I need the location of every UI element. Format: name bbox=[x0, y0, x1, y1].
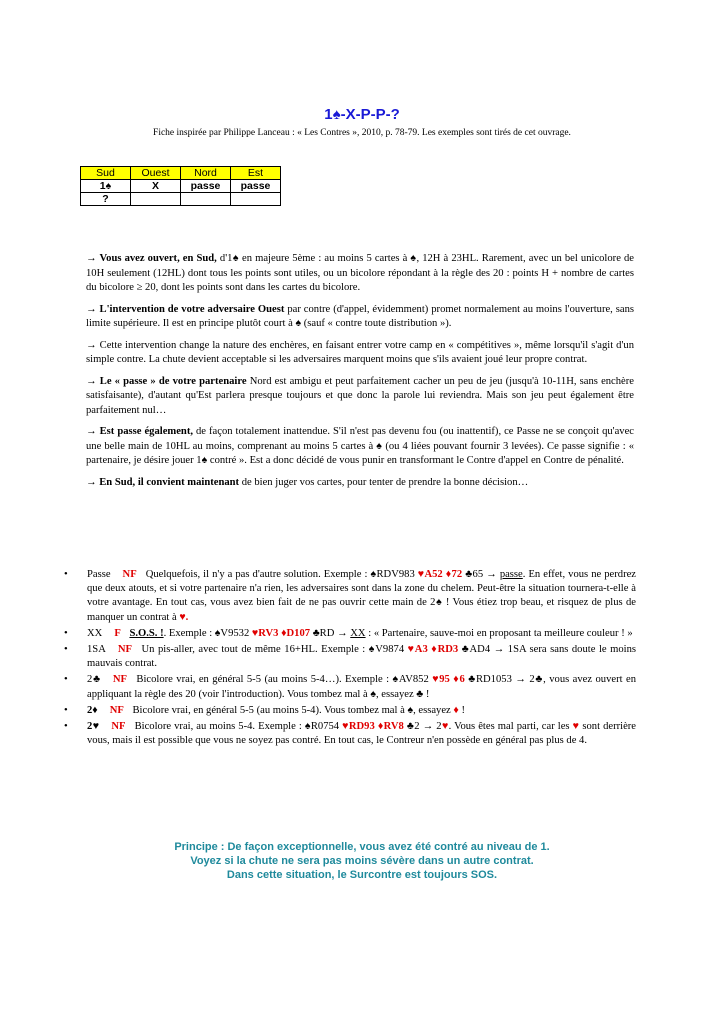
list-item: • 2♥ NF Bicolore vrai, au moins 5-4. Exemple : ♠R0754 ♥RD93 ♦RV8 ♣2 → 2♥. Vous êtes mal parti, car les ♥ sont derrière vous, mais il est possible que vous ne soyez pas contré. En tout cas, le Contreur n'en possède en général pas plus de 4. bbox=[64, 721, 637, 747]
intro-paragraph: → Cette intervention change la nature des enchères, en faisant entrer votre camp en « compétitives », même lorsqu'il s'agit d'un simple contre. La chute devient acceptable si les adversaires marquent moins que s'ils avaient joué leur propre contrat. bbox=[86, 339, 634, 365]
bullet-icon: • bbox=[64, 644, 68, 656]
principle-line: Voyez si la chute ne sera pas moins sévère dans un autre contrat. bbox=[190, 855, 534, 867]
header-ouest: Ouest bbox=[131, 167, 181, 180]
bullet-icon: • bbox=[64, 627, 68, 639]
intro-paragraph: → Est passe également, de façon totalement inattendue. S'il n'est pas devenu fou (ou inattentif), ce Passe ne se conçoit qu'avec une belle main de 10HL au moins, comprenant au moins 5 cartes à ♠ (ou 4 liées pouvant fournir 3 levées). Ce passe signifie : « partenaire, je désire jouer 1♠ contré ». Est a donc décidé de vous punir en transformant le Contre d'appel en Contre de pénalité. bbox=[86, 426, 634, 466]
auction-header-row bbox=[81, 167, 281, 180]
principle-line: Principe : De façon exceptionnelle, vous avez été contré au niveau de 1. bbox=[174, 841, 550, 853]
bid-options-list bbox=[64, 568, 636, 750]
intro-paragraph: → L'intervention de votre adversaire Ouest par contre (d'appel, évidemment) promet normalement au moins l'ouverture, sans limite supérieure. Il est en principe plutôt court à ♠ (sauf « contre toute distribution »). bbox=[86, 303, 634, 329]
cell-est-2 bbox=[231, 193, 281, 206]
cell-sud-1: 1♠ bbox=[81, 180, 131, 193]
list-item: • 2♦ NF Bicolore vrai, en général 5-5 (au moins 5-4). Vous tombez mal à ♠, essayez ♦ ! bbox=[64, 704, 636, 718]
intro-paragraph: → Le « passe » de votre partenaire Nord est ambigu et peut parfaitement cacher un peu de jeu (jusqu'à 10-11H, sans enchère satisfaisante), d'autant qu'Est parlera presque toujours et que donc la parole lui reviendra. Mais son jeu peut également être parfaitement nul… bbox=[86, 375, 634, 416]
cell-nord-2 bbox=[181, 193, 231, 206]
auction-table bbox=[80, 166, 281, 206]
bullet-icon: • bbox=[64, 721, 68, 733]
principle-box bbox=[0, 840, 724, 882]
cell-nord-1: passe bbox=[181, 180, 231, 193]
cell-ouest-2 bbox=[131, 193, 181, 206]
bullet-icon: • bbox=[64, 704, 68, 716]
list-item: • 2♣ NF Bicolore vrai, en général 5-5 (au moins 5-4…). Exemple : ♠AV852 ♥95 ♦6 ♣RD1053 → 2♣, vous avez ouvert en appliquant la règle des 20 (voir l'introduction). Vous tombez mal à ♠, essayez ♣ ! bbox=[64, 674, 637, 700]
header-est: Est bbox=[231, 167, 281, 180]
list-item: • Passe NF Quelquefois, il n'y a pas d'autre solution. Exemple : ♠RDV983 ♥A52 ♦72 ♣65 → passe. En effet, vous ne perdrez que deux atouts, et si votre partenaire n'a rien, les adversaires sont dans la zone du chelem. Peut-être la situation tournera-t-elle à votre avantage. En tout cas, vous avez bien fait de ne pas ouvrir cette main de 2♠ ! Vous étiez trop beau, et risquez de plus de manquer un contrat à ♥. bbox=[64, 569, 636, 623]
intro-paragraph: → En Sud, il convient maintenant de bien juger vos cartes, pour tenter de prendre la bonne décision… bbox=[86, 476, 529, 488]
principle-line: Dans cette situation, le Surcontre est toujours SOS. bbox=[226, 869, 498, 881]
auction-row bbox=[81, 180, 281, 193]
intro-section bbox=[86, 252, 634, 497]
auction-row bbox=[81, 193, 281, 206]
header-sud: Sud bbox=[81, 167, 131, 180]
header-nord: Nord bbox=[181, 167, 231, 180]
cell-sud-2: ? bbox=[81, 193, 131, 206]
list-item: • XX F S.O.S. !. Exemple : ♠V9532 ♥RV3 ♦D107 ♣RD → XX : « Partenaire, sauve-moi en proposant ta meilleure couleur ! » bbox=[64, 627, 636, 641]
bullet-icon: • bbox=[64, 674, 68, 686]
page-title: 1♠-X-P-P-? bbox=[324, 106, 400, 123]
intro-paragraph: → Vous avez ouvert, en Sud, d'1♠ en majeure 5ème : au moins 5 cartes à ♠, 12H à 23HL. Rarement, avec un bel unicolore de 10H seulement (12HL) dont tous les points sont utiles, ou un bicolore répondant à la règle des 20 : points H + nombre de cartes du bicolore ≥ 20, dont les points sont dans les cartes du bicolore. bbox=[86, 253, 634, 293]
page-subtitle: Fiche inspirée par Philippe Lanceau : « Les Contres », 2010, p. 78-79. Les exemples sont tirés de cet ouvrage. bbox=[153, 128, 571, 138]
cell-est-1: passe bbox=[231, 180, 281, 193]
cell-ouest-1: X bbox=[131, 180, 181, 193]
list-item: • 1SA NF Un pis-aller, avec tout de même 16+HL. Exemple : ♠V9874 ♥A3 ♦RD3 ♣AD4 → 1SA sera sans doute le moins mauvais contrat. bbox=[64, 644, 637, 670]
bullet-icon: • bbox=[64, 569, 68, 580]
